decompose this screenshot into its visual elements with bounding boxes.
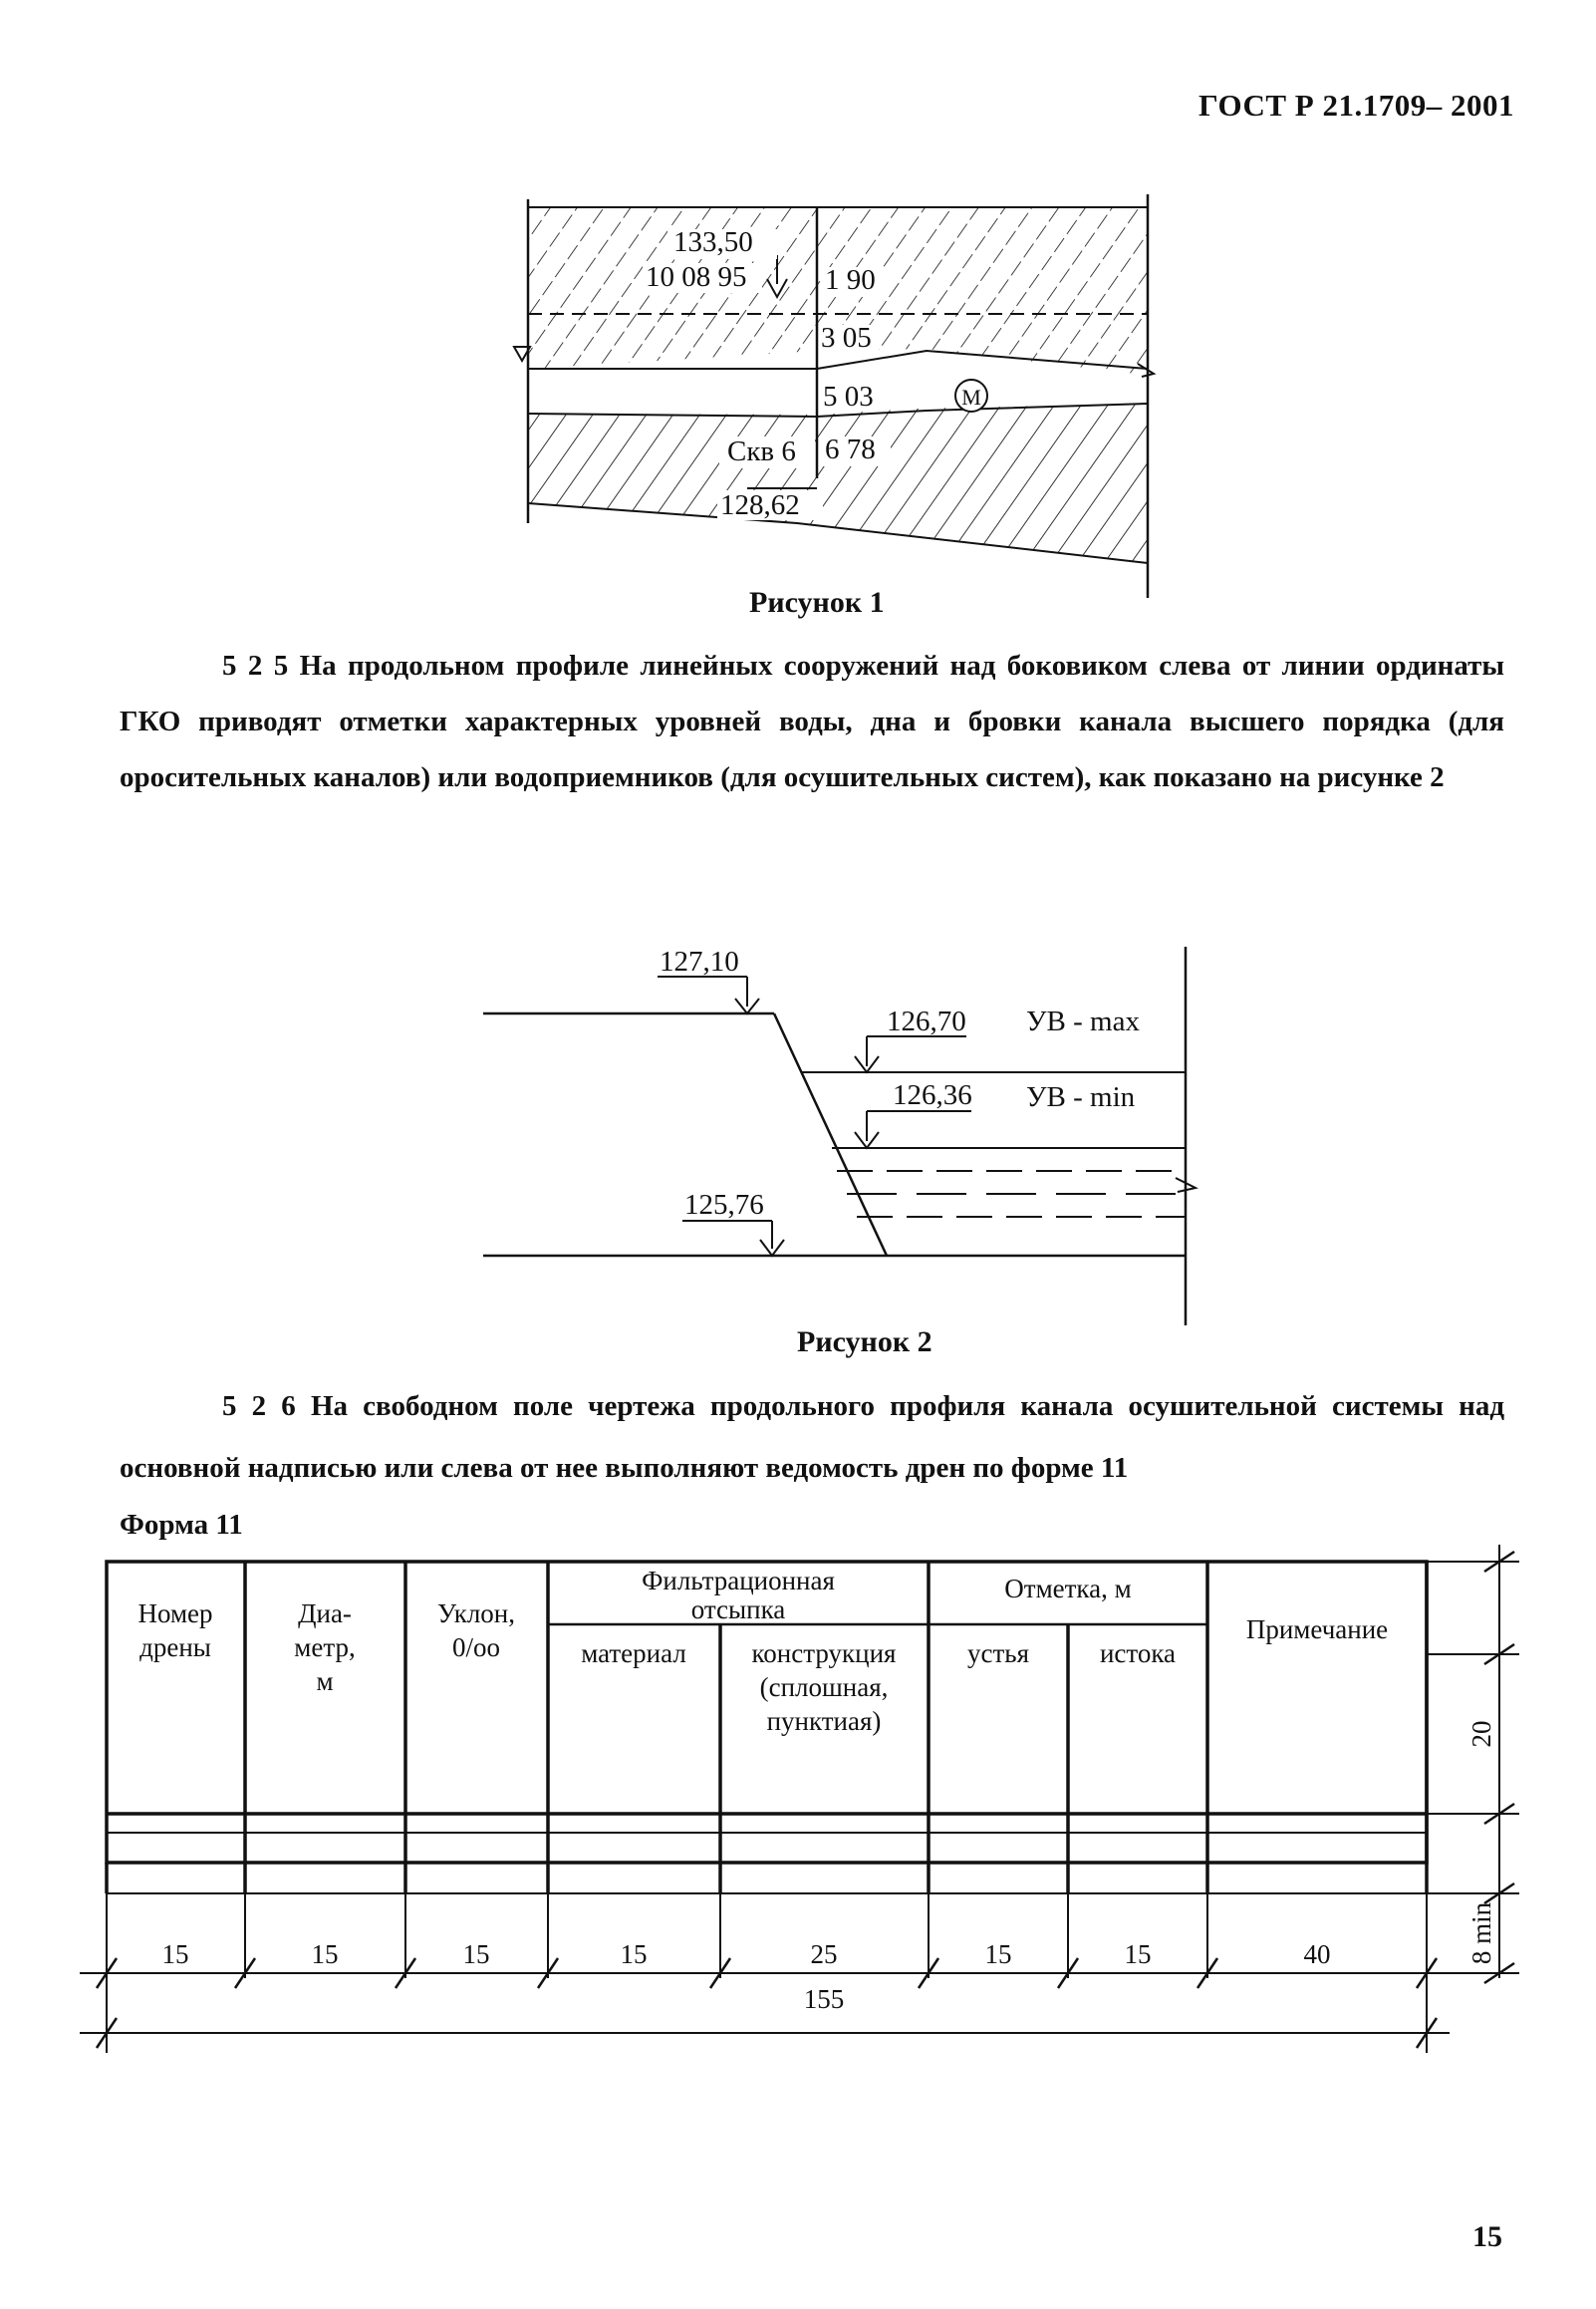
group-elevation: Отметка, м: [1004, 1574, 1132, 1603]
col-note: Примечание: [1245, 1614, 1389, 1644]
paragraph-number: 5 2 6: [222, 1390, 296, 1422]
col-mouth: устья: [966, 1638, 1030, 1668]
group-filtration-line2: отсыпка: [690, 1594, 786, 1624]
form-label: Форма 11: [120, 1509, 243, 1541]
width-col1: 15: [161, 1939, 189, 1969]
depth2-label: 3 05: [821, 322, 872, 354]
width-col5: 25: [810, 1939, 838, 1969]
col-diameter-line1: Диа-: [298, 1598, 352, 1628]
well-label: Скв 6: [727, 435, 796, 467]
col-construction-line2: (сплошная,: [759, 1672, 889, 1702]
max-level-tag: УВ - max: [1026, 1006, 1140, 1037]
col-construction-line1: конструкция: [751, 1638, 897, 1668]
elevation-top-label: 133,50: [673, 226, 753, 258]
figure-1-drawing: [329, 179, 1205, 598]
row-height-dim: 8 min: [1466, 1901, 1496, 1965]
width-col3: 15: [462, 1939, 490, 1969]
paragraph-5-2-6: [120, 1375, 1504, 1499]
width-col6: 15: [984, 1939, 1012, 1969]
figure-1-caption: Рисунок 1: [749, 586, 885, 619]
col-diameter-line2: метр,: [294, 1632, 356, 1662]
paragraph-5-2-5: [120, 638, 1504, 805]
paragraph-text: На продольном профиле линейных сооружений над боковиком слева от линии ординаты ГКО приводят отметки характерных уровней воды, дна и бровки канала высшего порядка (для оросительных каналов) или водоприемников (для осушительных систем), как показано на рисунке 2: [120, 650, 1505, 793]
width-total: 155: [803, 1984, 845, 2014]
paragraph-number: 5 2 5: [222, 650, 289, 682]
date-label: 10 08 95: [646, 261, 747, 293]
depth4-label: 6 78: [825, 433, 876, 465]
page-number: 15: [1472, 2220, 1502, 2253]
min-level-tag: УВ - min: [1026, 1081, 1136, 1113]
col-number-line1: Номер: [137, 1598, 213, 1628]
col-slope-line1: Уклон,: [436, 1598, 516, 1628]
paragraph-text: На свободном поле чертежа продольного профиля канала осушительной системы над основной надписью или слева от нее выполняют ведомость дрен по форме 11: [120, 1390, 1504, 1484]
max-level-label: 126,70: [887, 1006, 966, 1037]
width-col4: 15: [620, 1939, 648, 1969]
min-level-label: 126,36: [893, 1079, 972, 1111]
marker-label: М: [961, 385, 981, 410]
figure-2-drawing: [468, 927, 1225, 1325]
bottom-elevation-label: 125,76: [684, 1189, 764, 1221]
width-col8: 40: [1303, 1939, 1331, 1969]
width-col2: 15: [311, 1939, 339, 1969]
depth3-label: 5 03: [823, 381, 874, 413]
form-11-table: [60, 1535, 1534, 2093]
col-material: материал: [581, 1638, 686, 1668]
depth1-label: 1 90: [825, 264, 876, 296]
elevation-bottom-label: 128,62: [720, 489, 800, 521]
document-code: ГОСТ Р 21.1709– 2001: [1198, 88, 1514, 123]
col-number-line2: дрены: [139, 1632, 211, 1662]
col-diameter-line3: м: [316, 1666, 334, 1696]
width-col7: 15: [1124, 1939, 1152, 1969]
header-height-dim: 20: [1466, 1720, 1496, 1748]
figure-2-caption: Рисунок 2: [797, 1325, 932, 1358]
col-construction-line3: пунктиая): [766, 1706, 882, 1736]
group-filtration-line1: Фильтрационная: [642, 1566, 835, 1595]
bank-elevation-label: 127,10: [660, 946, 739, 978]
col-slope-line2: 0/оо: [451, 1632, 501, 1662]
col-source: истока: [1099, 1638, 1177, 1668]
